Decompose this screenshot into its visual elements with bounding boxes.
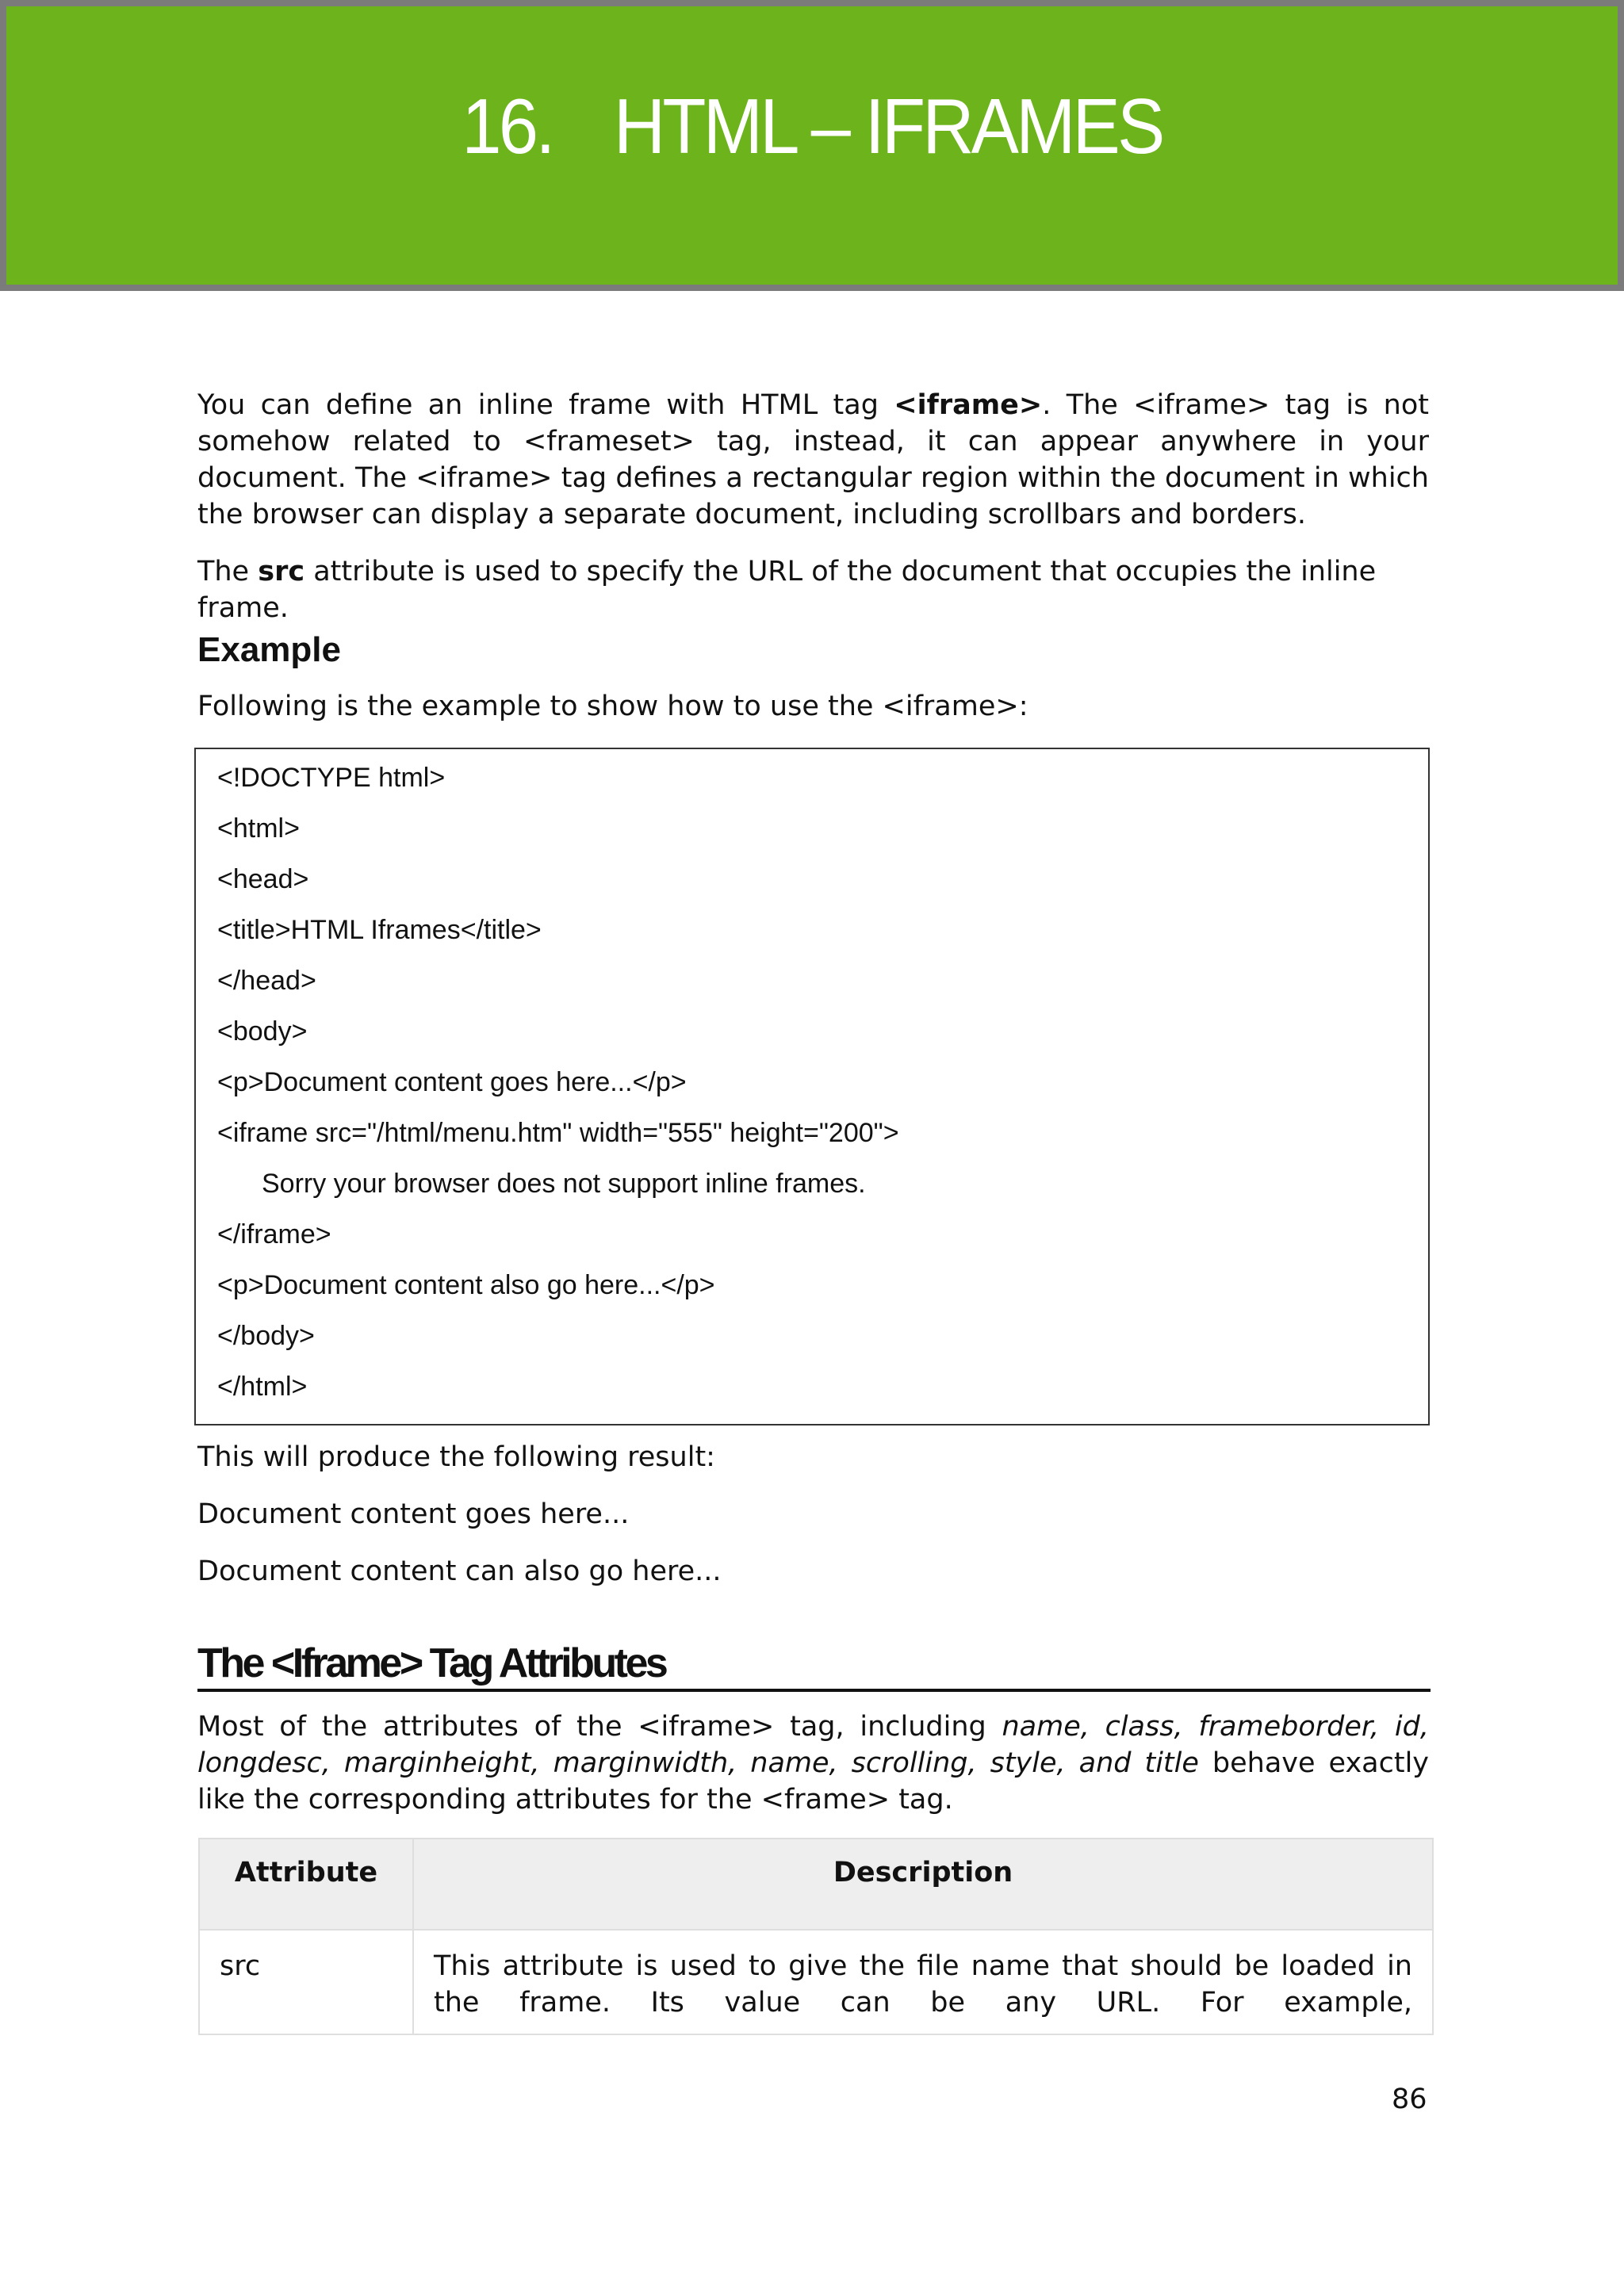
code-line: <body> [217,1016,308,1047]
iframe-tag-inline: <iframe> [894,389,1043,421]
attribute-list: name, class, frameborder, id, longdesc, marginheight, marginwidth, name, scrolling, style, and title [197,1711,1429,1779]
code-line: <iframe src="/html/menu.htm" width="555" height="200"> [217,1118,899,1148]
src-attribute-inline: src [258,556,305,587]
header-attribute: Attribute [199,1839,413,1930]
code-line: <html> [217,813,300,844]
code-line: <title>HTML Iframes</title> [217,915,542,945]
result-line-1: Document content goes here... [197,1498,630,1530]
cell-attribute: src [199,1930,413,2034]
attributes-table [198,1838,1434,2035]
table-header-row [199,1839,1433,1930]
result-intro: This will produce the following result: [197,1441,715,1473]
code-line: </body> [217,1321,315,1351]
code-line: </head> [217,966,316,996]
chapter-title [71,82,1553,171]
example-lead: Following is the example to show how to use the <iframe>: [197,691,1028,722]
code-example-box [194,748,1430,1425]
table-row [199,1930,1433,2034]
code-line: <!DOCTYPE html> [217,763,446,793]
code-line: Sorry your browser does not support inline frames. [262,1169,866,1199]
code-line: <head> [217,864,309,894]
attributes-intro-wrap [197,1709,1429,1818]
src-paragraph: The src attribute is used to specify the URL of the document that occupies the inline frame. [197,556,1377,624]
result-section [197,1439,1429,1590]
result-line-2: Document content can also go here... [197,1556,722,1587]
chapter-number: 16. [462,82,553,170]
intro-paragraph: You can define an inline frame with HTML tag <iframe>. The <iframe> tag is not somehow related to <frameset> tag, instead, it can appear anywhere in your document. The <iframe> tag defines a rectangular region within the document in which the browser can display a separate document, including scrollbars and borders. [197,389,1429,530]
attributes-heading: The <Iframe> Tag Attributes [197,1640,1431,1692]
code-line: </iframe> [217,1219,331,1249]
attributes-intro: Most of the attributes of the <iframe> tag, including name, class, frameborder, id, longdesc, marginheight, marginwidth, name, scrolling, style, and title behave exactly like the corresponding attributes for the <frame> tag. [197,1711,1430,1816]
header-description: Description [413,1839,1433,1930]
intro-section [197,387,1429,626]
chapter-banner [0,0,1624,291]
example-lead-wrap [197,688,1429,725]
example-heading: Example [197,630,341,669]
chapter-title-text: HTML – IFRAMES [614,82,1162,170]
code-line: </html> [217,1372,308,1402]
code-line: <p>Document content goes here...</p> [217,1067,687,1097]
code-line: <p>Document content also go here...</p> [217,1270,715,1300]
cell-description: This attribute is used to give the file name that should be loaded in the frame. Its value can be any URL. For example, [413,1930,1433,2034]
page-number: 86 [1392,2084,1427,2115]
